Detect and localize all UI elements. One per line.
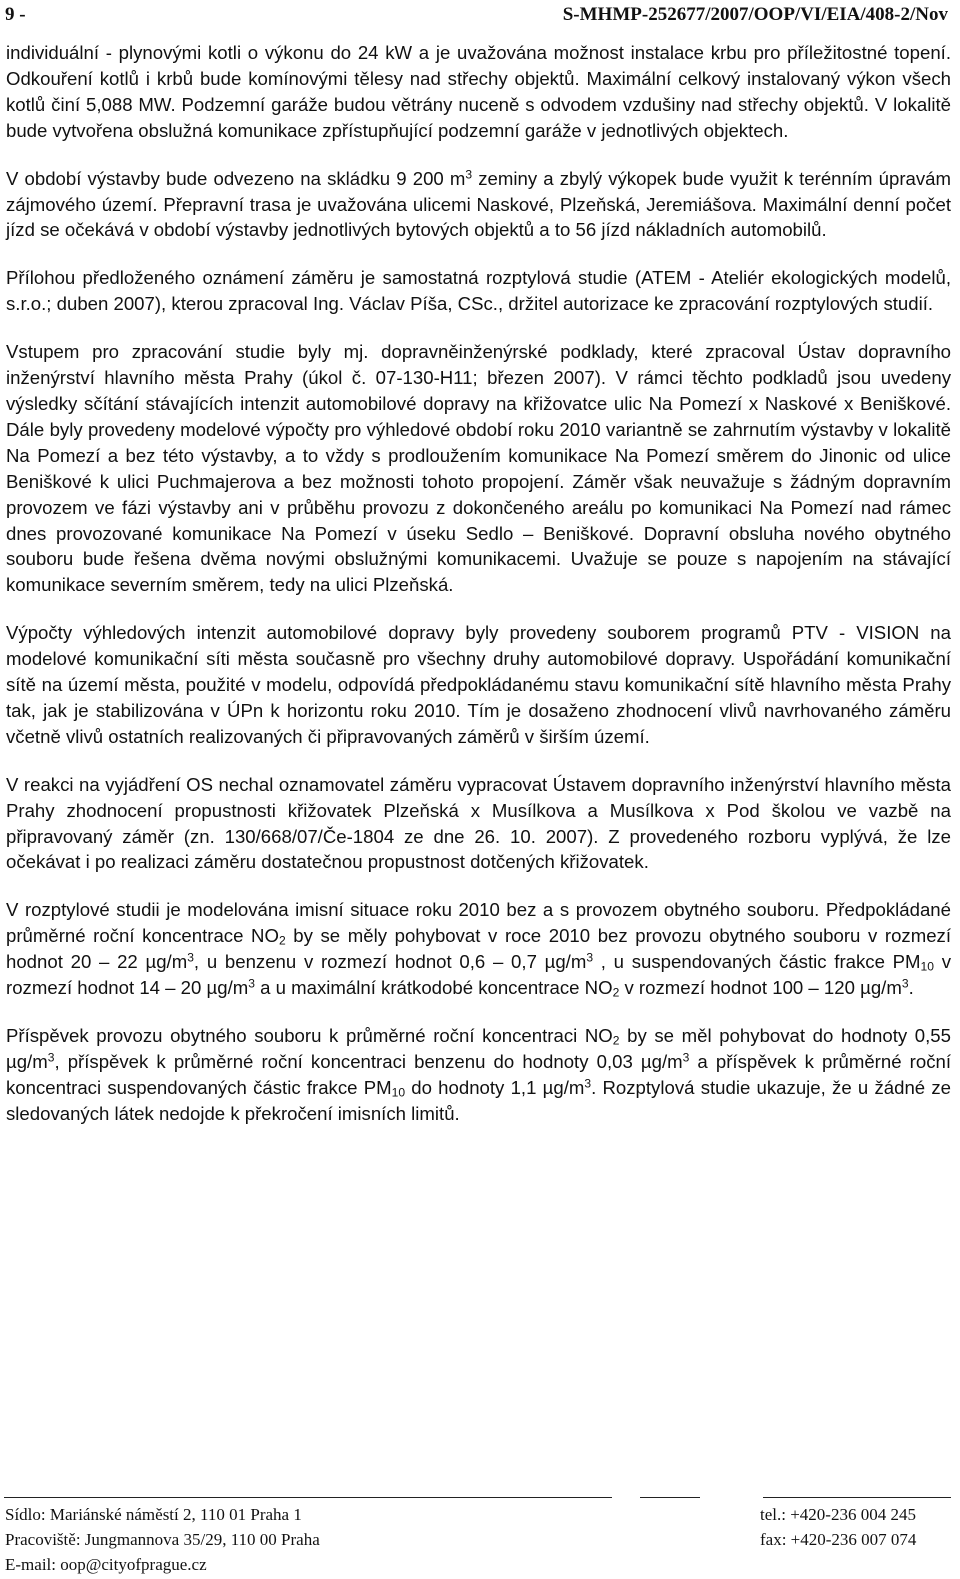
footer-contact-phone	[760, 1502, 916, 1552]
paragraph	[6, 1023, 951, 1127]
text-run: . Rozptylová studie ukazuje, že u žádné ze sledovaných látek nedojde k překročení imisních limitů.	[6, 1076, 951, 1124]
paragraph	[6, 772, 951, 876]
text-run: v rozmezí hodnot 14 – 20 µg/m	[6, 951, 952, 999]
text-run: do hodnoty 1,1 µg/m	[405, 1076, 585, 1098]
text-run: a u maximální krátkodobé koncentrace NO	[254, 977, 613, 999]
footer-divider	[640, 1497, 700, 1498]
subscript: 10	[391, 1085, 406, 1100]
footer-contact-address	[5, 1502, 320, 1577]
text-run: by se měly pohybovat v roce 2010 bez provozu obytného souboru v rozmezí hodnot 20 – 22 µg/m	[6, 925, 951, 973]
text-run: Příspěvek provozu obytného souboru k průměrné roční koncentraci NO	[6, 1025, 613, 1046]
footer-divider	[4, 1497, 612, 1498]
text-run: a příspěvek k průměrné roční koncentraci suspendovaných částic frakce PM	[6, 1050, 951, 1098]
text-run: , u benzenu v rozmezí hodnot 0,6 – 0,7 µg/m	[193, 951, 587, 973]
paragraph	[6, 897, 951, 1001]
paragraph	[6, 265, 951, 317]
text-run: V rozptylové studii je modelována imisní situace roku 2010 bez a s provozem obytného souboru. Předpokládané průměrné roční koncentrace NO	[6, 899, 951, 947]
footer-phone: tel.: +420-236 004 245	[760, 1505, 916, 1524]
document-reference: S-MHMP-252677/2007/OOP/VI/EIA/408-2/Nov	[562, 4, 948, 25]
footer-email[interactable]: E-mail: oop@cityofprague.cz	[5, 1555, 207, 1574]
superscript: 3	[586, 950, 594, 965]
subscript: 2	[612, 985, 620, 1000]
footer-divider	[763, 1497, 951, 1498]
text-run: zeminy a zbylý výkopek bude využit k terénním úpravám zájmového území. Přepravní trasa je uvažována ulicemi Naskové, Plzeňská, Jeremiášova. Maximální denní počet jízd se očekává v období výstavby jednotlivých bytových objektů a to 56 jízd nákladních automobilů.	[6, 167, 951, 241]
subscript: 2	[278, 933, 286, 948]
text-run: individuální - plynovými kotli o výkonu do 24 kW a je uvažována možnost instalace krbu pro příležitostné topení. Odkouření kotlů i krbů bude komínovými tělesy nad střechy objektů. Maximální celkový instalovaný výkon všech kotlů činí 5,088 MW. Podzemní garáže budou větrány nuceně s odvodem vzdušiny nad střechy objektů. V lokalitě bude vytvořena obslužná komunikace zpřístupňující podzemní garáže v jednotlivých objektech.	[6, 42, 951, 141]
paragraph	[6, 166, 951, 244]
text-run: , příspěvek k průměrné roční koncentraci benzenu do hodnoty 0,03 µg/m	[54, 1050, 683, 1072]
text-run: , u suspendovaných částic frakce PM	[593, 951, 921, 973]
paragraph	[6, 40, 951, 144]
page-header	[5, 2, 948, 32]
footer-address: Sídlo: Mariánské náměstí 2, 110 01 Praha 1	[5, 1505, 302, 1524]
subscript: 10	[920, 959, 934, 974]
subscript: 2	[612, 1033, 620, 1048]
superscript: 3	[584, 1076, 592, 1091]
superscript: 3	[47, 1050, 55, 1065]
text-run: Výpočty výhledových intenzit automobilové dopravy byly provedeny souborem programů PTV - VISION na modelové komunikační síti města současně pro všechny druhy automobilové dopravy. Uspořádání komunikační sítě na území města, použité v modelu, odpovídá předpokládanému stavu komunikační sítě hlavního města Prahy tak, jak je stabilizována v ÚPn k horizontu roku 2010. Tím je dosaženo zhodnocení vlivů navrhovaného záměru včetně vlivů ostatních realizovaných či připravovaných záměrů v širším území.	[6, 622, 951, 747]
document-body	[6, 40, 951, 1149]
text-run: v rozmezí hodnot 100 – 120 µg/m	[619, 977, 902, 999]
page-number: 9 -	[5, 4, 26, 25]
superscript: 3	[187, 950, 194, 965]
footer-office: Pracoviště: Jungmannova 35/29, 110 00 Praha	[5, 1530, 320, 1549]
superscript: 3	[248, 976, 255, 991]
text-run: Vstupem pro zpracování studie byly mj. dopravněinženýrské podklady, které zpracoval Ústav dopravního inženýrství hlavního města Prahy (úkol č. 07-130-H11; březen 2007). V rámci těchto podkladů jsou uvedeny výsledky sčítání stávajících intenzit automobilové dopravy na křižovatce ulic Na Pomezí x Naskové x Beniškové. Dále byly provedeny modelové výpočty pro výhledové období roku 2010 variantně se zahrnutím výstavby v lokalitě Na Pomezí a bez této výstavby, a to vždy s prodloužením komunikace Na Pomezí směrem do Jinonic od ulice Beniškové k ulici Puchmajerova a bez možnosti tohoto propojení. Záměr však neuvažuje s žádným dopravním provozem ve fázi výstavby ani v průběhu provozu z dokončeného areálu po komunikaci Na Pomezí nad rámec dnes provozované komunikace Na Pomezí v úseku Sedlo – Beniškové. Dopravní obsluha nového obytného souboru bude řešena dvěma novými obslužnými komunikacemi. Uvažuje se pouze s napojením na stávající komunikace severním směrem, tedy na ulici Plzeňská.	[6, 341, 951, 596]
paragraph	[6, 339, 951, 598]
text-run: .	[908, 977, 914, 999]
superscript: 3	[465, 166, 473, 181]
text-run: Přílohou předloženého oznámení záměru je samostatná rozptylová studie (ATEM - Ateliér ekologických modelů, s.r.o.; duben 2007), kterou zpracoval Ing. Václav Píša, CSc., držitel autorizace ke zpracování rozptylových studií.	[6, 267, 951, 315]
superscript: 3	[901, 976, 909, 991]
superscript: 3	[682, 1050, 690, 1065]
text-run: V reakci na vyjádření OS nechal oznamovatel záměru vypracovat Ústavem dopravního inženýrství hlavního města Prahy zhodnocení propustnosti křižovatek Plzeňská x Musílkova a Musílkova x Pod školou ve vazbě na připravovaný záměr (zn. 130/668/07/Če-1804 ze dne 26. 10. 2007). Z provedeného rozboru vyplývá, že lze očekávat i po realizaci záměru dostatečnou propustnost dotčených křižovatek.	[6, 773, 951, 873]
text-run: V období výstavby bude odvezeno na skládku 9 200 m	[6, 167, 466, 189]
text-run: by se měl pohybovat do hodnoty 0,55 µg/m	[6, 1025, 951, 1072]
footer-fax: fax: +420-236 007 074	[760, 1530, 917, 1549]
paragraph	[6, 620, 951, 750]
